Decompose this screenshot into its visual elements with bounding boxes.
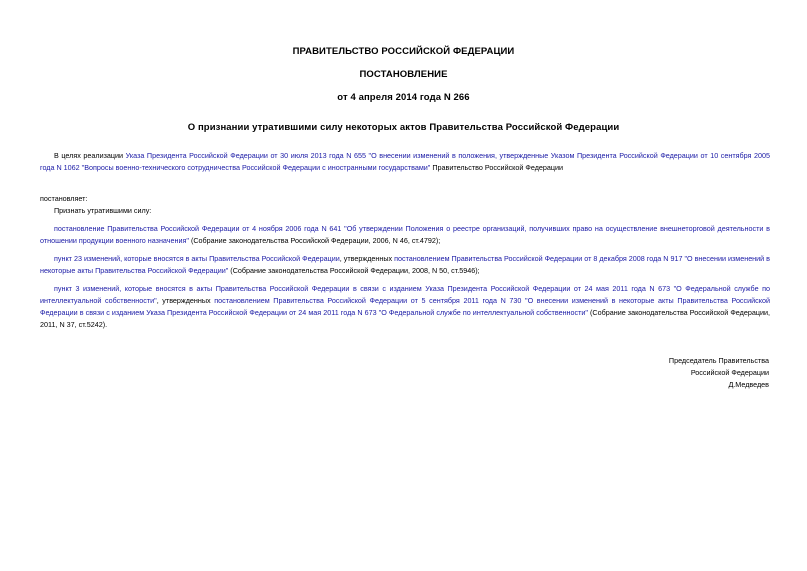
item-3-link[interactable]: пункт 3 изменений, которые вносятся в акты Правительства Российской Федерации в связи с изданием Указа Президента Российской Федерации от 24 мая 2011 года N 673 "О Федеральной службе по интеллектуальной собственности"	[40, 284, 770, 305]
signature-block	[669, 355, 769, 391]
preamble-link-decree-655[interactable]: Указа Президента Российской Федерации от 30 июля 2013 года N 655 "О внесении изменений в положения, утвержденные Указом Президента Российской Федерации от 10 сентября 2005 года N 1062 "Вопросы военно-технического сотрудничества Российской Федерации с иностранными государствами"	[40, 151, 770, 172]
preamble-lead: В целях реализации	[54, 151, 126, 160]
preamble-tail: Правительство Российской Федерации	[430, 163, 564, 172]
list-item	[40, 283, 770, 331]
item-3-link2[interactable]: постановлением Правительства Российской Федерации от 5 сентября 2011 года N 730 "О внесении изменений в некоторые акты Правительства Российской Федерации в связи с изданием Указа Президента Российской Федерации от 24 мая 2011 года N 673 "О Федеральной службе по интеллектуальной собственности"	[40, 296, 770, 317]
date-and-number: от 4 апреля 2014 года N 266	[337, 92, 470, 103]
resolves-line: постановляет:	[40, 194, 88, 203]
list-item	[40, 253, 770, 277]
item-3-mid: , утвержденных	[156, 296, 215, 305]
item-1-source: (Собрание законодательства Российской Федерации, 2006, N 46, ст.4792);	[188, 236, 441, 245]
decree-intro: Признать утратившими силу:	[54, 206, 152, 215]
item-2-source: (Собрание законодательства Российской Федерации, 2008, N 50, ст.5946);	[228, 266, 480, 275]
list-item	[40, 223, 770, 247]
government-heading: ПРАВИТЕЛЬСТВО РОССИЙСКОЙ ФЕДЕРАЦИИ	[292, 46, 515, 57]
preamble	[40, 150, 770, 174]
item-2-link[interactable]: пункт 23 изменений, которые вносятся в акты Правительства Российской Федерации	[54, 254, 340, 263]
item-3-source: (Собрание законодательства Российской Федерации, 2011, N 37, ст.5242).	[40, 308, 770, 329]
item-2-mid: , утвержденных	[339, 254, 395, 263]
signature-org: Российской Федерации	[690, 368, 769, 377]
document-title: О признании утратившими силу некоторых актов Правительства Российской Федерации	[187, 122, 620, 133]
signature-name: Д.Медведев	[728, 380, 769, 389]
signature-position: Председатель Правительства	[668, 356, 769, 365]
document-type: ПОСТАНОВЛЕНИЕ	[359, 69, 448, 80]
item-1-link[interactable]: постановление Правительства Российской Федерации от 4 ноября 2006 года N 641 "Об утверждении Положения о реестре организаций, получивших право на осуществление внешнеторговой деятельности в отношении продукции военного назначения"	[40, 224, 770, 245]
item-2-link2[interactable]: постановлением Правительства Российской Федерации от 8 декабря 2008 года N 917 "О внесении изменений в некоторые акты Правительства Российской Федерации"	[40, 254, 771, 275]
